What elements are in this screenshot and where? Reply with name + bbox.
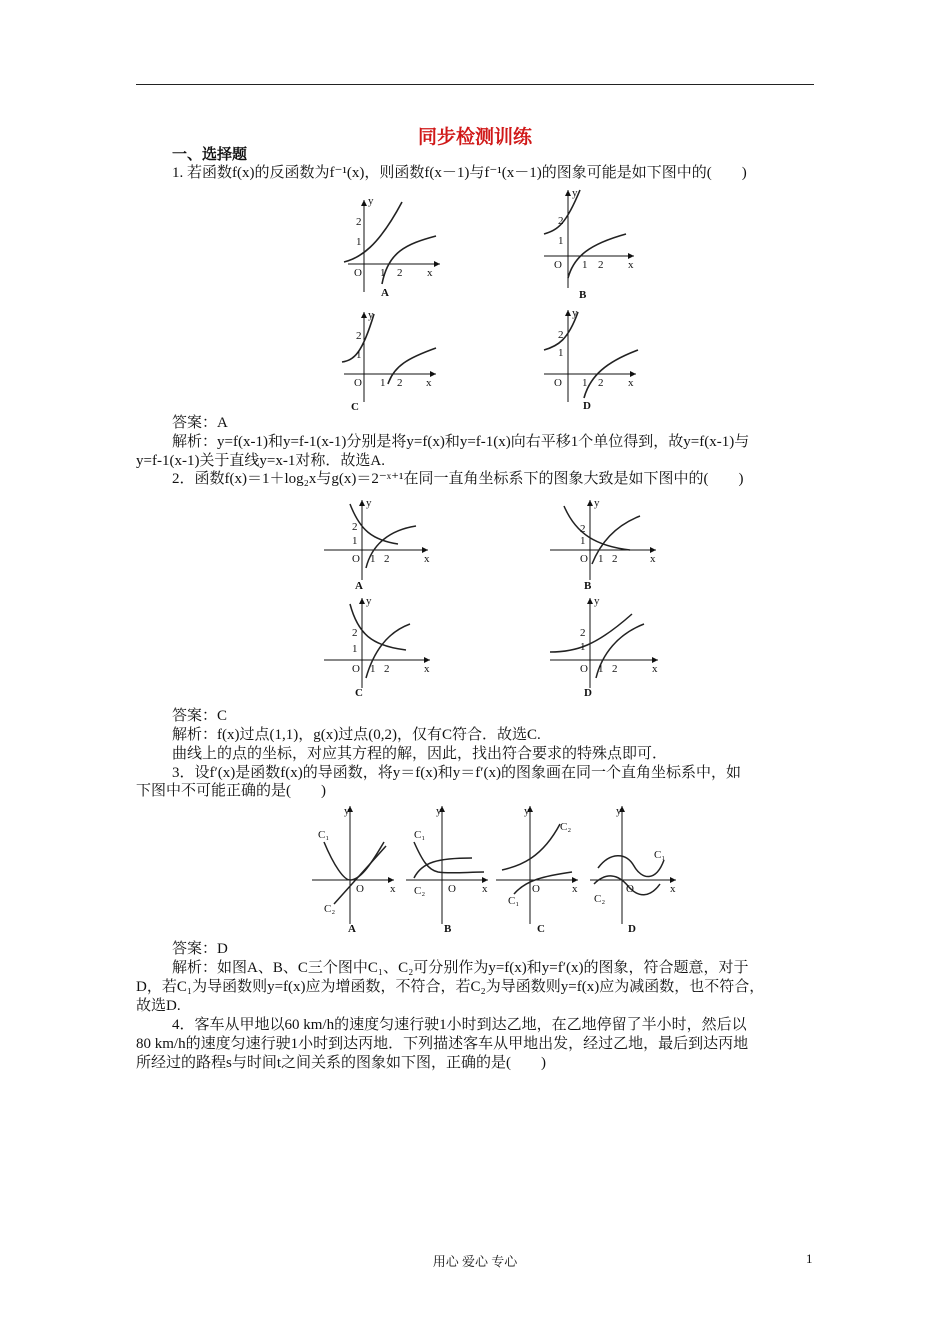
axis-text: 1 bbox=[598, 553, 604, 565]
q2-graph-c bbox=[320, 594, 435, 698]
q4-line-1: 4．客车从甲地以60 km/h的速度匀速行驶1小时到达乙地，在乙地停留了半小时，然后以 bbox=[172, 1017, 747, 1033]
axis-text: C₂ bbox=[560, 821, 572, 833]
axis-text: y bbox=[616, 805, 622, 817]
graph-caption: D bbox=[584, 687, 592, 699]
axis-text: C₁ bbox=[414, 829, 426, 841]
x-axis-label: x bbox=[427, 267, 433, 279]
graph-caption: B bbox=[584, 580, 592, 592]
axis-text: y bbox=[366, 497, 372, 509]
axis-text: x bbox=[482, 883, 488, 895]
axis-text: O bbox=[580, 663, 588, 675]
graph-caption: C bbox=[355, 687, 363, 699]
axis-text: x bbox=[670, 883, 676, 895]
q3-answer: 答案：D bbox=[172, 941, 228, 957]
q3-stem-2: 下图中不可能正确的是( ) bbox=[136, 783, 326, 799]
c1-label: C₁ bbox=[318, 829, 330, 841]
axis-text: y bbox=[594, 497, 600, 509]
q1-graph-d bbox=[530, 306, 650, 416]
page-footer: 用心 爱心 专心 bbox=[432, 1254, 518, 1269]
axis-text: x bbox=[628, 377, 634, 389]
graph-caption: B bbox=[444, 923, 452, 935]
axis-text: 2 bbox=[598, 259, 604, 271]
q4-line-3: 所经过的路程s与时间t之间关系的图象如下图，正确的是( ) bbox=[136, 1055, 546, 1071]
q1-graph-c bbox=[330, 306, 450, 416]
graph-caption: C bbox=[537, 923, 545, 935]
axis-text: 2 bbox=[558, 215, 564, 227]
q2-graph-b bbox=[546, 496, 661, 596]
axis-text: O bbox=[448, 883, 456, 895]
page-number: 1 bbox=[806, 1251, 813, 1266]
axis-text: 1 bbox=[580, 535, 586, 547]
q3-graph-b bbox=[402, 800, 490, 936]
graph-caption: D bbox=[583, 400, 591, 412]
q3-analysis-1: 解析：如图A、B、C三个图中C₁、C₂可分别作为y=f(x)和y=f′(x)的图象，符合题意，对于 bbox=[172, 960, 749, 976]
q2-analysis-2: 曲线上的点的坐标，对应其方程的解，因此，找出符合要求的特殊点即可． bbox=[172, 746, 668, 762]
axis-text: 2 bbox=[397, 267, 403, 279]
axis-text: C₂ bbox=[414, 885, 426, 897]
axis-text: 1 bbox=[582, 377, 588, 389]
axis-text: 1 bbox=[582, 259, 588, 271]
axis-text: y bbox=[572, 187, 578, 199]
axis-text: O bbox=[356, 883, 364, 895]
q3-analysis-2: D，若C₁为导函数则y=f(x)应为增函数，不符合，若C₂为导函数则y=f(x)应为减函数，也不符合， bbox=[136, 979, 765, 995]
section-heading: 一、选择题 bbox=[172, 147, 248, 163]
q2-stem: 2．函数f(x)＝1＋log₂x与g(x)＝2⁻ˣ⁺¹在同一直角坐标系下的图象大致是如下图中的( ) bbox=[172, 471, 744, 487]
q2-analysis-1: 解析：f(x)过点(1,1)，g(x)过点(0,2)，仅有C符合．故选C. bbox=[172, 727, 541, 743]
graph-caption: B bbox=[579, 289, 587, 301]
axis-text: 1 bbox=[380, 267, 386, 279]
axis-text: 2 bbox=[384, 553, 390, 565]
axis-text: x bbox=[424, 553, 430, 565]
q1-analysis-2: y=f-1(x-1)关于直线y=x-1对称．故选A. bbox=[136, 453, 385, 469]
axis-text: y bbox=[368, 309, 374, 321]
axis-text: y bbox=[366, 595, 372, 607]
axis-text: O bbox=[532, 883, 540, 895]
q1-graph-b bbox=[530, 186, 650, 302]
axis-text: 2 bbox=[352, 627, 358, 639]
axis-text: O bbox=[352, 553, 360, 565]
q2-graph-d bbox=[546, 594, 666, 698]
axis-text: y bbox=[572, 307, 578, 319]
graph-caption: A bbox=[348, 923, 356, 935]
page-title: 同步检测训练 bbox=[417, 126, 532, 148]
q1-answer: 答案：A bbox=[172, 415, 228, 431]
axis-text: O bbox=[354, 377, 362, 389]
axis-text: 2 bbox=[598, 377, 604, 389]
q4-line-2: 80 km/h的速度匀速行驶1小时到达丙地．下列描述客车从甲地出发，经过乙地，最后到达丙地 bbox=[136, 1036, 749, 1052]
axis-text: x bbox=[426, 377, 432, 389]
axis-text: C₂ bbox=[594, 893, 606, 905]
y-axis-label: y bbox=[368, 195, 374, 207]
axis-text: 2 bbox=[384, 663, 390, 675]
graph-caption: A bbox=[381, 287, 389, 299]
q1-stem: 1. 若函数f(x)的反函数为f⁻¹(x)，则函数f(x－1)与f⁻¹(x－1)的图象可能是如下图中的( ) bbox=[172, 165, 747, 181]
axis-text: O bbox=[554, 259, 562, 271]
axis-text: 2 bbox=[356, 330, 362, 342]
q2-graph-a bbox=[320, 496, 435, 596]
axis-text: x bbox=[572, 883, 578, 895]
q1-analysis-1: 解析：y=f(x-1)和y=f-1(x-1)分别是将y=f(x)和y=f-1(x)向右平移1个单位得到，故y=f(x-1)与 bbox=[172, 434, 750, 450]
q3-stem-1: 3．设f′(x)是函数f(x)的导函数，将y＝f(x)和y＝f′(x)的图象画在同一个直角坐标系中，如 bbox=[172, 765, 742, 781]
axis-text: 1 bbox=[558, 347, 564, 359]
axis-text: O bbox=[580, 553, 588, 565]
q3-graph-c bbox=[494, 800, 582, 936]
axis-text: 2 bbox=[352, 521, 358, 533]
axis-text: 2 bbox=[580, 627, 586, 639]
axis-text: O bbox=[626, 883, 634, 895]
axis-text: 2 bbox=[612, 553, 618, 565]
graph-caption: A bbox=[355, 580, 363, 592]
axis-text: y bbox=[594, 595, 600, 607]
q2-answer: 答案：C bbox=[172, 708, 228, 724]
axis-text: O bbox=[352, 663, 360, 675]
axis-text: 1 bbox=[558, 235, 564, 247]
axis-text: x bbox=[652, 663, 658, 675]
q3-graph-d bbox=[588, 800, 680, 936]
axis-text: 1 bbox=[580, 641, 586, 653]
axis-text: 2 bbox=[397, 377, 403, 389]
axis-text: 2 bbox=[580, 523, 586, 535]
axis-text: 1 bbox=[370, 553, 376, 565]
c2-label: C₂ bbox=[324, 903, 336, 915]
axis-text: y bbox=[344, 805, 350, 817]
axis-text: x bbox=[650, 553, 656, 565]
axis-text: 2 bbox=[356, 216, 362, 228]
q3-analysis-3: 故选D. bbox=[136, 998, 181, 1014]
origin-label: O bbox=[354, 267, 362, 279]
graph-caption: C bbox=[351, 401, 359, 413]
axis-text: 1 bbox=[598, 663, 604, 675]
header-rule bbox=[136, 84, 814, 85]
axis-text: x bbox=[628, 259, 634, 271]
axis-text: 2 bbox=[612, 663, 618, 675]
axis-text: 1 bbox=[352, 535, 358, 547]
graph-caption: D bbox=[628, 923, 636, 935]
axis-text: 1 bbox=[356, 236, 362, 248]
axis-text: 2 bbox=[558, 329, 564, 341]
axis-text: 1 bbox=[352, 643, 358, 655]
axis-text: y bbox=[436, 805, 442, 817]
q1-graph-a bbox=[330, 192, 450, 302]
axis-text: O bbox=[554, 377, 562, 389]
axis-text: C₁ bbox=[654, 849, 666, 861]
axis-text: 1 bbox=[370, 663, 376, 675]
axis-text: 1 bbox=[356, 349, 362, 361]
axis-text: x bbox=[390, 883, 396, 895]
q3-graph-a bbox=[310, 800, 398, 936]
axis-text: 1 bbox=[380, 377, 386, 389]
axis-text: C₁ bbox=[508, 895, 520, 907]
axis-text: y bbox=[524, 805, 530, 817]
axis-text: x bbox=[424, 663, 430, 675]
